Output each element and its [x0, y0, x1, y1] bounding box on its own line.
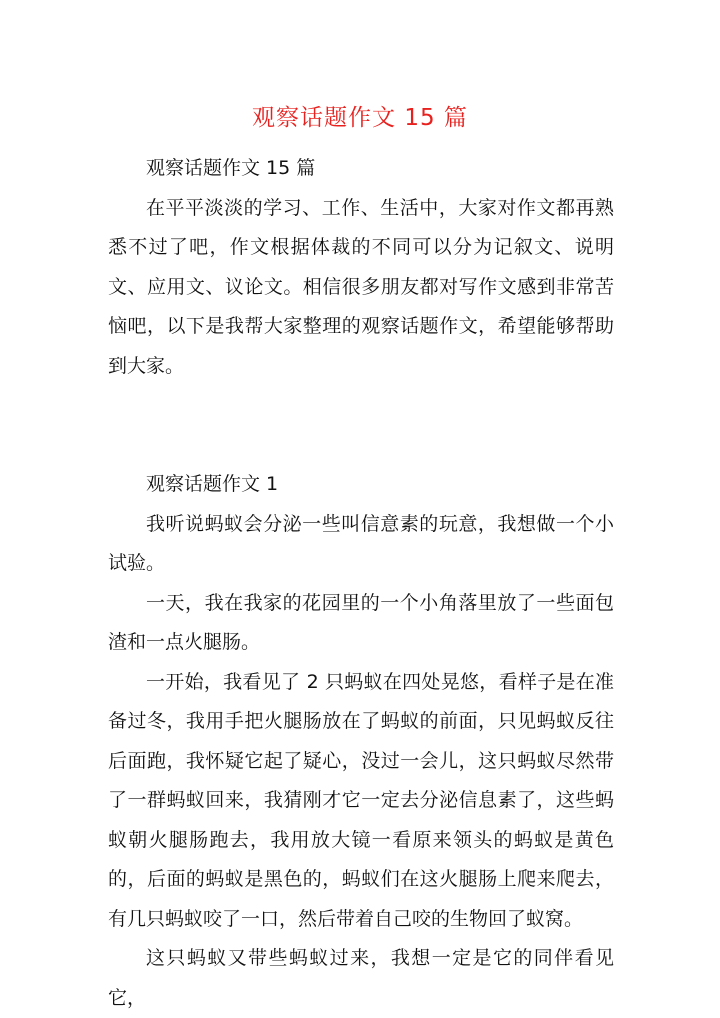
document-body	[108, 149, 614, 1018]
section-heading: 观察话题作文 1	[146, 473, 279, 495]
paragraph: 一开始，我看见了 2 只蚂蚁在四处晃悠，看样子是在准备过冬，我用手把火腿肠放在了蚂蚁的前面，只见蚂蚁反往后面跑，我怀疑它起了疑心，没过一会儿，这只蚂蚁尽然带了一群蚂蚁回来，我猜刚才它一定去分泌信息素了，这些蚂蚁朝火腿肠跑去，我用放大镜一看原来领头的蚂蚁是黄色的，后面的蚂蚁是黑色的，蚂蚁们在这火腿肠上爬来爬去，有几只蚂蚁咬了一口，然后带着自己咬的生物回了蚁窝。	[108, 670, 614, 930]
paragraph-subtitle: 观察话题作文 15 篇	[146, 157, 316, 179]
document-title: 观察话题作文 15 篇	[252, 105, 468, 131]
paragraph: 一天，我在我家的花园里的一个小角落里放了一些面包渣和一点火腿肠。	[108, 591, 614, 653]
paragraph-intro: 在平平淡淡的学习、工作、生活中，大家对作文都再熟悉不过了吧，作文根据体裁的不同可以分为记叙文、说明文、应用文、议论文。相信很多朋友都对写作文感到非常苦恼吧，以下是我帮大家整理的观察话题作文，希望能够帮助到大家。	[108, 196, 614, 377]
paragraph: 我听说蚂蚁会分泌一些叫信意素的玩意，我想做一个小试验。	[108, 512, 614, 574]
paragraph: 这只蚂蚁又带些蚂蚁过来，我想一定是它的同伴看见它，	[108, 947, 614, 1009]
